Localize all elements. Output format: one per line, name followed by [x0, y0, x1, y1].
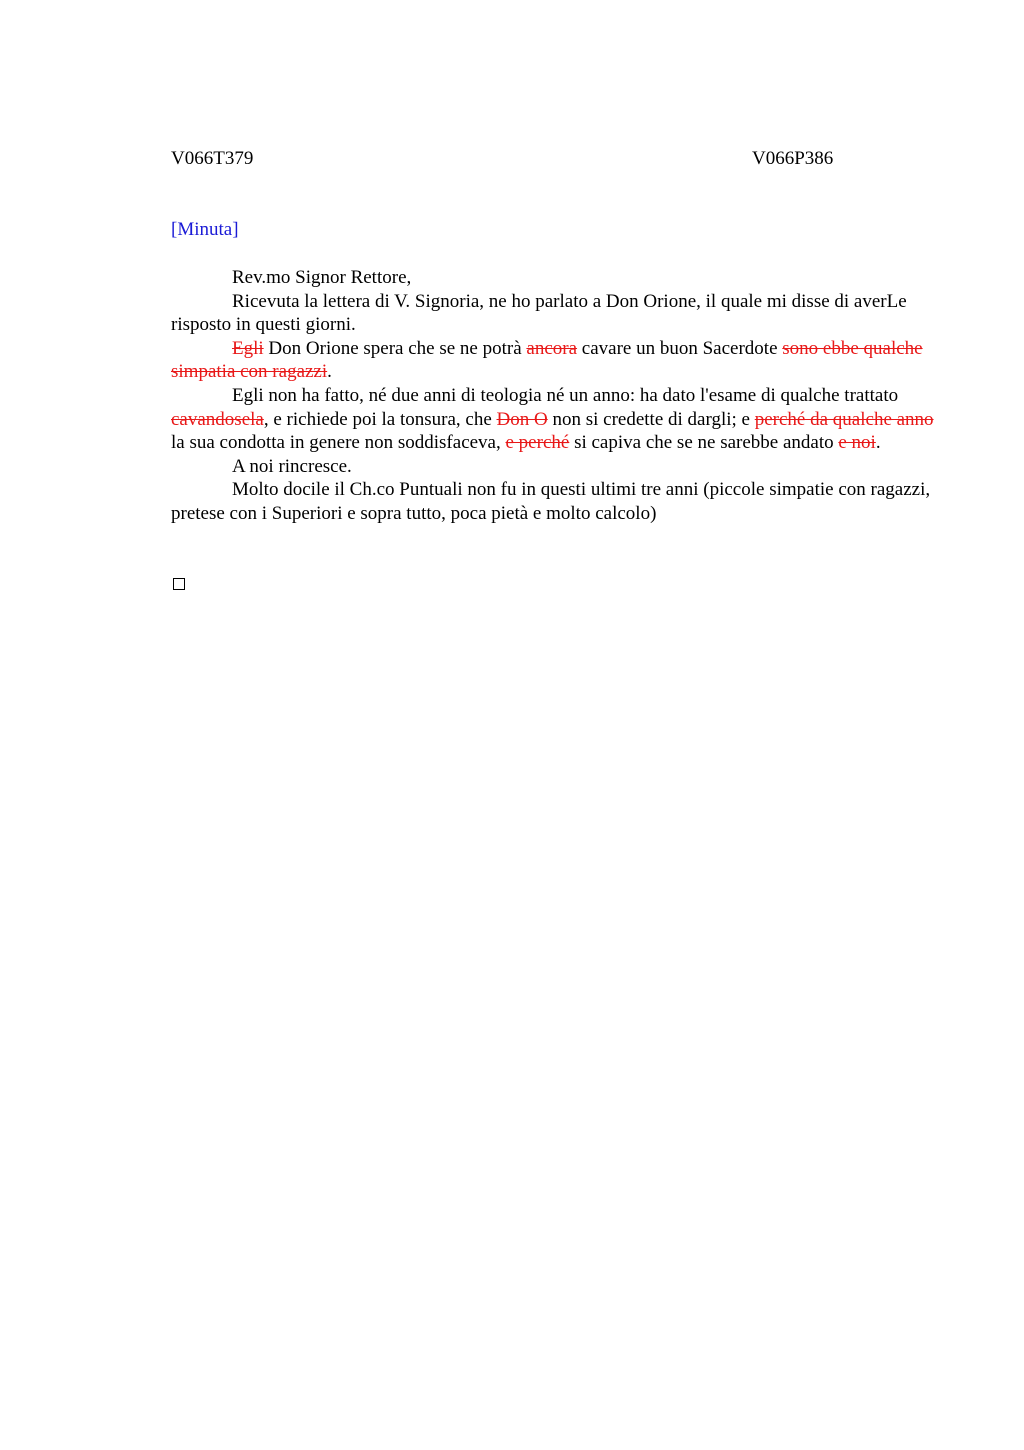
deleted-text: e noi — [838, 432, 876, 454]
paragraph-text: non si credette di dargli; e — [547, 408, 755, 430]
deleted-text: e perché — [505, 432, 570, 454]
deleted-text: Don O — [496, 408, 548, 430]
paragraph-text: . — [875, 432, 881, 454]
square-outline-icon — [173, 578, 185, 590]
document-code-left: V066T379 — [171, 148, 254, 169]
deleted-text: ancora — [526, 337, 578, 359]
salutation: Rev.mo Signor Rettore, — [232, 267, 412, 288]
paragraph-1: Ricevuta la lettera di V. Signoria, ne ho parlato a Don Orione, il quale mi disse di averLe risposto in questi giorni. — [171, 290, 907, 336]
paragraph-text: la sua condotta in genere non soddisfaceva, — [171, 432, 506, 454]
deleted-text: sono ebbe qualche simpatia con ragazzi — [171, 337, 923, 383]
paragraph-text: cavare un buon Sacerdote — [577, 337, 783, 359]
paragraph-text: . — [327, 361, 332, 383]
paragraph-2 — [171, 337, 941, 384]
deleted-text: Egli — [232, 337, 264, 359]
paragraph-text: Don Orione spera che se ne potrà — [263, 337, 527, 359]
paragraph-3 — [171, 384, 941, 455]
paragraph-5: Molto docile il Ch.co Puntuali non fu in questi ultimi tre anni (piccole simpatie con ragazzi, pretese con i Superiori e sopra tutto, poca pietà e molto calcolo) — [171, 479, 931, 524]
deleted-text: cavandosela — [171, 408, 264, 430]
paragraph-text: , e richiede poi la tonsura, che — [263, 408, 497, 430]
deleted-text: perché da qualche anno — [754, 408, 934, 430]
document-code-right: V066P386 — [752, 148, 834, 169]
paragraph-text: Egli non ha fatto, né due anni di teologia né un anno: ha dato l'esame di qualche trattato — [232, 384, 899, 406]
letter-body — [171, 266, 941, 526]
paragraph-4: A noi rincresce. — [232, 455, 352, 477]
minuta-label: [Minuta] — [171, 219, 239, 240]
paragraph-text: si capiva che se ne sarebbe andato — [569, 432, 839, 454]
